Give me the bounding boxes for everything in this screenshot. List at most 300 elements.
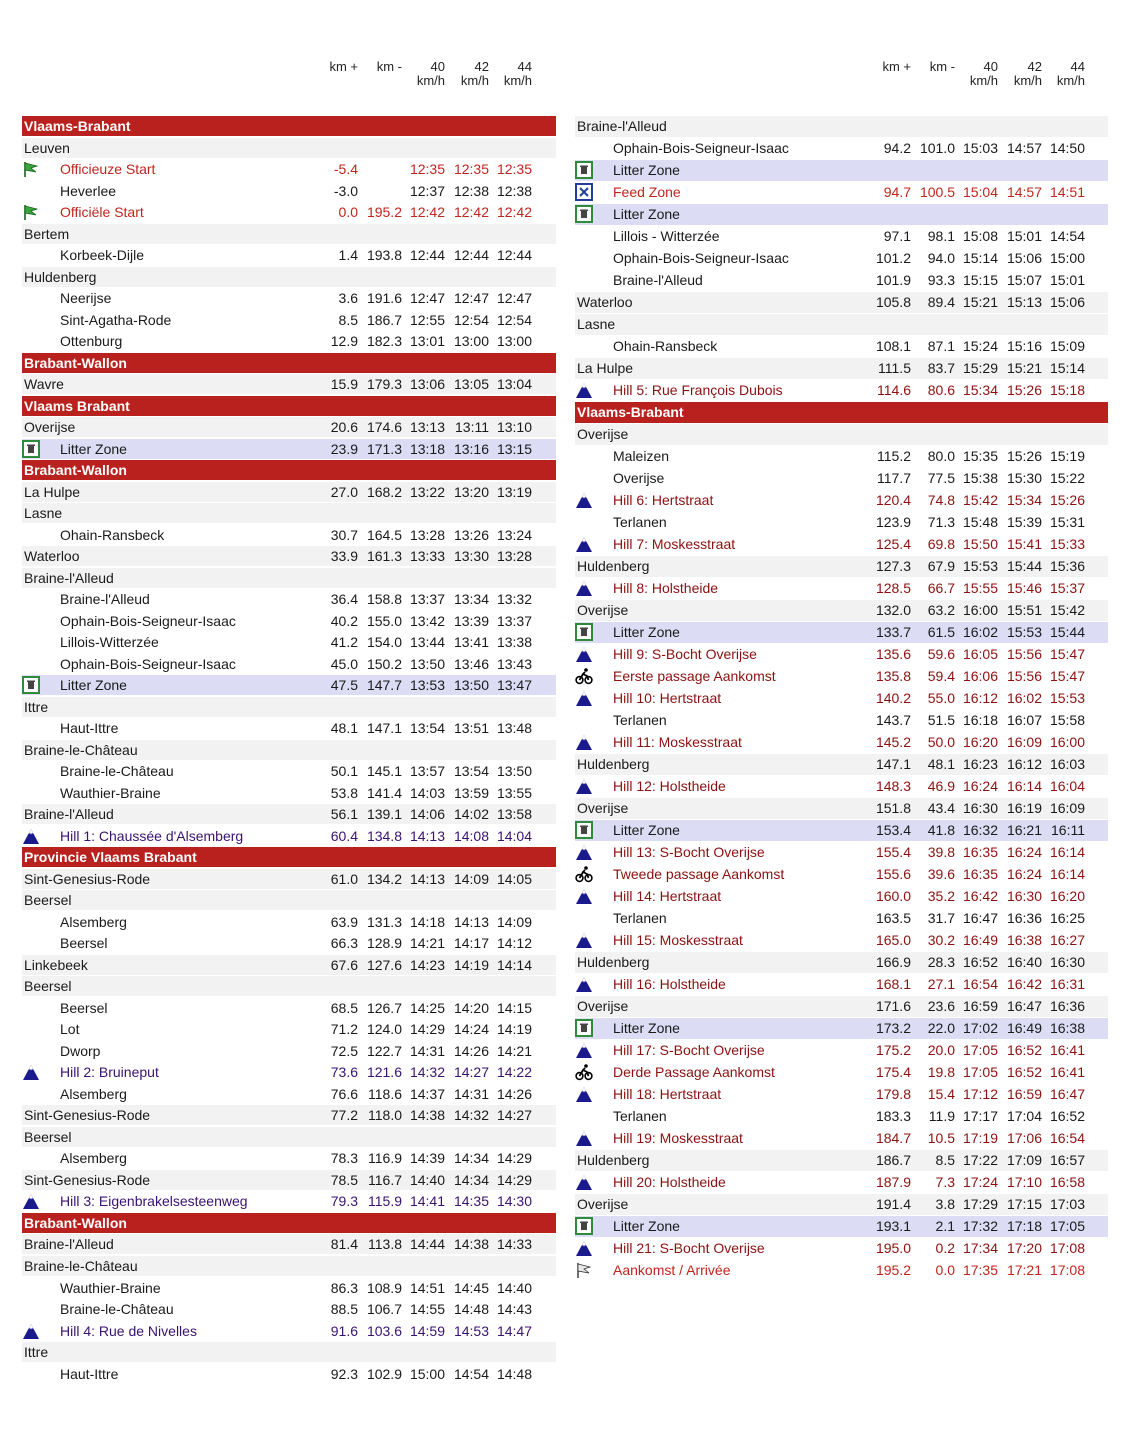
- cell-v40: 17:29: [962, 1196, 998, 1213]
- cell-v44: 17:08: [1049, 1262, 1085, 1279]
- cell-kmm: 174.6: [366, 419, 402, 436]
- cell-v44: 13:55: [496, 784, 532, 801]
- waypoint-row: [575, 380, 1108, 401]
- cell-v42: 15:46: [1006, 580, 1042, 597]
- cell-kmm: 69.8: [927, 536, 955, 553]
- cell-kmp: 187.9: [875, 1174, 911, 1191]
- cell-v44: 15:53: [1049, 690, 1085, 707]
- cell-v44: 13:15: [496, 440, 532, 457]
- place-name: Terlanen: [613, 910, 667, 927]
- header-v44: [1037, 60, 1085, 88]
- place-name: Vlaams Brabant: [24, 397, 130, 414]
- cell-v44: 16:03: [1049, 756, 1085, 773]
- waypoint-row: [22, 202, 556, 222]
- cell-v40: 13:37: [409, 591, 445, 608]
- place-name: Alsemberg: [60, 913, 127, 930]
- cell-kmm: 67.9: [927, 558, 955, 575]
- cell-v44: 15:18: [1049, 382, 1085, 399]
- header-line1: km -: [376, 59, 402, 74]
- header-line1: km +: [329, 59, 358, 74]
- cell-v44: 17:08: [1049, 1240, 1085, 1257]
- header-line1: 44: [517, 59, 532, 74]
- cell-kmm: 89.4: [927, 294, 955, 311]
- cell-v42: 15:16: [1006, 338, 1042, 355]
- cell-kmm: 61.5: [927, 624, 955, 641]
- cell-v44: 12:38: [496, 182, 532, 199]
- cell-v44: 14:27: [496, 1107, 532, 1124]
- cell-kmm: 103.6: [366, 1322, 402, 1339]
- cell-kmm: 87.1: [927, 338, 955, 355]
- cell-v40: 17:12: [962, 1086, 998, 1103]
- waypoint-row: [575, 886, 1108, 907]
- cell-v42: 16:47: [1006, 998, 1042, 1015]
- cell-kmm: 23.6: [927, 998, 955, 1015]
- cell-v40: 16:00: [962, 602, 998, 619]
- cell-kmm: 39.8: [927, 844, 955, 861]
- place-name: Beersel: [60, 999, 108, 1016]
- cell-v42: 17:20: [1006, 1240, 1042, 1257]
- cell-kmm: 83.7: [927, 360, 955, 377]
- litter-zone-row: [575, 204, 1108, 225]
- header-line1: 42: [1027, 59, 1042, 74]
- cell-v42: 15:01: [1006, 228, 1042, 245]
- cell-v44: 15:09: [1049, 338, 1085, 355]
- hill-icon: [575, 843, 593, 861]
- litter-bin-icon: [575, 205, 593, 223]
- region-header: [575, 402, 1108, 423]
- waypoint-row: [575, 1172, 1108, 1193]
- place-name: Hill 8: Holstheide: [613, 580, 719, 597]
- place-name: Maleizen: [613, 448, 670, 465]
- cell-kmm: 150.2: [366, 655, 402, 672]
- place-name: Leuven: [24, 139, 70, 156]
- cell-v42: 13:59: [453, 784, 489, 801]
- cell-kmp: 173.2: [875, 1020, 911, 1037]
- region-header: [22, 847, 556, 867]
- cell-kmp: 67.6: [330, 956, 358, 973]
- cell-v42: 14:34: [453, 1150, 489, 1167]
- cell-kmm: 186.7: [366, 311, 402, 328]
- cell-v44: 16:41: [1049, 1042, 1085, 1059]
- cell-kmm: 191.6: [366, 290, 402, 307]
- cell-kmm: 161.3: [366, 548, 402, 565]
- cell-kmp: 160.0: [875, 888, 911, 905]
- cell-v44: 14:29: [496, 1171, 532, 1188]
- cell-v42: 12:54: [453, 311, 489, 328]
- cell-v42: 16:12: [1006, 756, 1042, 773]
- place-name: Hill 13: S-Bocht Overijse: [613, 844, 765, 861]
- cell-v40: 16:20: [962, 734, 998, 751]
- place-name: Hill 18: Hertstraat: [613, 1086, 722, 1103]
- waypoint-row: [575, 732, 1108, 753]
- cell-v40: 13:06: [409, 376, 445, 393]
- waypoint-row: [575, 1084, 1108, 1105]
- cell-kmm: 94.0: [927, 250, 955, 267]
- cell-kmm: 195.2: [366, 204, 402, 220]
- cell-kmp: 97.1: [883, 228, 911, 245]
- flag-finish-icon: [575, 1261, 593, 1279]
- cell-kmp: 12.9: [330, 333, 358, 350]
- cell-v44: 13:47: [496, 677, 532, 694]
- cell-v44: 13:32: [496, 591, 532, 608]
- cell-kmp: 135.8: [875, 668, 911, 685]
- cell-v42: 16:59: [1006, 1086, 1042, 1103]
- waypoint-row: [22, 783, 556, 803]
- hill-icon: [575, 931, 593, 949]
- cell-v44: 15:26: [1049, 492, 1085, 509]
- cell-v42: 14:34: [453, 1171, 489, 1188]
- place-name: Braine-l'Alleud: [577, 118, 667, 135]
- waypoint-row: [22, 998, 556, 1018]
- place-name: Litter Zone: [60, 440, 127, 457]
- waypoint-row: [22, 1062, 556, 1082]
- place-name: Litter Zone: [613, 822, 680, 839]
- cell-kmp: 40.2: [330, 612, 358, 629]
- place-name: Braine-le-Château: [60, 1301, 174, 1317]
- cell-v44: 15:36: [1049, 558, 1085, 575]
- cell-v44: 13:50: [496, 763, 532, 780]
- cell-kmp: 175.4: [875, 1064, 911, 1081]
- cell-v42: 12:42: [453, 204, 489, 220]
- cell-kmp: 175.2: [875, 1042, 911, 1059]
- cell-v42: 14:48: [453, 1301, 489, 1317]
- cell-v44: 15:00: [1049, 250, 1085, 267]
- place-name: Litter Zone: [613, 1020, 680, 1037]
- municipality-row: [22, 546, 556, 566]
- cell-v40: 17:22: [962, 1152, 998, 1169]
- place-name: Braine-l'Alleud: [60, 591, 150, 608]
- cell-v40: 16:23: [962, 756, 998, 773]
- cell-v40: 14:38: [409, 1107, 445, 1124]
- cell-v42: 14:24: [453, 1021, 489, 1038]
- cell-v42: 14:13: [453, 913, 489, 930]
- cell-v40: 12:35: [409, 161, 445, 177]
- cell-v42: 16:07: [1006, 712, 1042, 729]
- cell-kmm: 35.2: [927, 888, 955, 905]
- place-name: Feed Zone: [613, 184, 681, 201]
- cell-kmp: 33.9: [330, 548, 358, 565]
- cell-kmm: 3.8: [935, 1196, 955, 1213]
- cell-v44: 14:47: [496, 1322, 532, 1339]
- municipality-row: [575, 424, 1108, 445]
- litter-bin-icon: [575, 1217, 593, 1235]
- cell-v44: 14:40: [496, 1279, 532, 1296]
- cell-kmm: 171.3: [366, 440, 402, 457]
- waypoint-row: [22, 1084, 556, 1104]
- cell-v42: 16:40: [1006, 954, 1042, 971]
- cell-v40: 13:54: [409, 720, 445, 737]
- cell-v44: 17:05: [1049, 1218, 1085, 1235]
- cell-v40: 17:05: [962, 1042, 998, 1059]
- place-name: Aankomst / Arrivée: [613, 1262, 731, 1279]
- cell-kmp: 94.7: [883, 184, 911, 201]
- cell-kmm: 59.4: [927, 668, 955, 685]
- waypoint-row: [575, 512, 1108, 533]
- cell-kmp: 179.8: [875, 1086, 911, 1103]
- cell-v40: 13:57: [409, 763, 445, 780]
- place-name: Beersel: [24, 978, 72, 995]
- litter-zone-row: [22, 439, 556, 459]
- cell-kmp: 91.6: [330, 1322, 358, 1339]
- place-name: Braine-l'Alleud: [24, 1236, 114, 1253]
- waypoint-row: [575, 490, 1108, 511]
- place-name: Vlaams-Brabant: [577, 404, 684, 421]
- cell-kmp: 68.5: [330, 999, 358, 1016]
- cell-kmm: 15.4: [927, 1086, 955, 1103]
- cell-v42: 15:56: [1006, 668, 1042, 685]
- place-name: Ophain-Bois-Seigneur-Isaac: [613, 250, 789, 267]
- cell-v44: 16:27: [1049, 932, 1085, 949]
- cell-kmp: 147.1: [875, 756, 911, 773]
- header-v40: [397, 60, 445, 88]
- waypoint-row: [575, 776, 1108, 797]
- hill-icon: [575, 733, 593, 751]
- hill-icon: [575, 689, 593, 707]
- municipality-row: [22, 482, 556, 502]
- cell-v42: 15:51: [1006, 602, 1042, 619]
- cyclist-icon: [575, 667, 593, 685]
- cell-v42: 17:21: [1006, 1262, 1042, 1279]
- cell-v42: 14:53: [453, 1322, 489, 1339]
- municipality-row: [575, 116, 1108, 137]
- cell-kmm: 93.3: [927, 272, 955, 289]
- waypoint-row: [575, 1128, 1108, 1149]
- cell-v40: 15:24: [962, 338, 998, 355]
- place-name: Lasne: [24, 505, 63, 522]
- cell-kmm: 43.4: [927, 800, 955, 817]
- place-name: Beersel: [24, 892, 72, 909]
- header-line2: km/h: [969, 73, 998, 88]
- place-name: Overijse: [24, 419, 76, 436]
- hill-icon: [22, 1063, 40, 1081]
- municipality-row: [575, 292, 1108, 313]
- cell-kmm: 102.9: [366, 1365, 402, 1382]
- region-header: [22, 1213, 556, 1233]
- cell-kmp: 92.3: [330, 1365, 358, 1382]
- header-v42: [441, 60, 489, 88]
- cell-kmm: 80.0: [927, 448, 955, 465]
- cell-kmp: 30.7: [330, 526, 358, 543]
- cell-v42: 14:32: [453, 1107, 489, 1124]
- hill-icon: [22, 827, 40, 845]
- cell-kmp: 132.0: [875, 602, 911, 619]
- cell-v40: 17:34: [962, 1240, 998, 1257]
- cell-kmp: 101.9: [875, 272, 911, 289]
- waypoint-row: [575, 138, 1108, 159]
- cell-kmp: 155.6: [875, 866, 911, 883]
- cell-kmm: 98.1: [927, 228, 955, 245]
- waypoint-row: [575, 1106, 1108, 1127]
- cell-kmm: 128.9: [366, 935, 402, 952]
- place-name: Hill 3: Eigenbrakelsesteenweg: [60, 1193, 248, 1210]
- cell-kmp: 72.5: [330, 1042, 358, 1059]
- cell-v40: 15:35: [962, 448, 998, 465]
- cell-v44: 13:48: [496, 720, 532, 737]
- cell-v40: 14:03: [409, 784, 445, 801]
- place-name: Sint-Genesius-Rode: [24, 1107, 151, 1124]
- cell-v44: 15:44: [1049, 624, 1085, 641]
- cell-v42: 12:38: [453, 182, 489, 199]
- cell-v42: 13:51: [453, 720, 489, 737]
- waypoint-row: [22, 310, 556, 330]
- cell-v44: 13:43: [496, 655, 532, 672]
- cell-v44: 16:36: [1049, 998, 1085, 1015]
- municipality-row: [22, 417, 556, 437]
- cell-v44: 14:19: [496, 1021, 532, 1038]
- cell-v42: 16:52: [1006, 1064, 1042, 1081]
- municipality-row: [575, 1150, 1108, 1171]
- cell-v44: 15:06: [1049, 294, 1085, 311]
- cell-kmp: 8.5: [338, 311, 358, 328]
- cell-kmm: 22.0: [927, 1020, 955, 1037]
- cell-v44: 12:47: [496, 290, 532, 307]
- place-name: Overijse: [577, 602, 629, 619]
- place-name: Hill 11: Moskesstraat: [613, 734, 742, 751]
- cell-v44: 16:38: [1049, 1020, 1085, 1037]
- cell-kmm: 50.0: [927, 734, 955, 751]
- place-name: Wauthier-Braine: [60, 784, 161, 801]
- place-name: Officiële Start: [60, 204, 144, 220]
- cell-kmm: 126.7: [366, 999, 402, 1016]
- cell-kmm: 59.6: [927, 646, 955, 663]
- municipality-row: [22, 1234, 556, 1254]
- waypoint-row: [22, 1364, 556, 1384]
- municipality-row: [575, 358, 1108, 379]
- cell-kmm: 63.2: [927, 602, 955, 619]
- cell-v42: 16:19: [1006, 800, 1042, 817]
- cell-v40: 14:23: [409, 956, 445, 973]
- cell-v42: 17:10: [1006, 1174, 1042, 1191]
- cell-kmp: 50.1: [330, 763, 358, 780]
- cell-v44: 16:57: [1049, 1152, 1085, 1169]
- header-line1: km -: [929, 59, 955, 74]
- cell-v44: 16:25: [1049, 910, 1085, 927]
- place-name: Litter Zone: [613, 162, 680, 179]
- cell-v40: 14:21: [409, 935, 445, 952]
- cell-v44: 15:37: [1049, 580, 1085, 597]
- place-name: Braine-le-Château: [24, 741, 138, 758]
- cell-v40: 17:32: [962, 1218, 998, 1235]
- cell-v42: 13:34: [453, 591, 489, 608]
- cell-v44: 16:00: [1049, 734, 1085, 751]
- cell-v44: 14:05: [496, 870, 532, 887]
- cell-kmp: 166.9: [875, 954, 911, 971]
- cell-v44: 13:04: [496, 376, 532, 393]
- place-name: Haut-Ittre: [60, 720, 119, 737]
- cell-v40: 14:06: [409, 806, 445, 823]
- cell-kmm: 118.6: [368, 1085, 402, 1102]
- header-kmm: [354, 60, 402, 74]
- header-line1: 42: [474, 59, 489, 74]
- litter-bin-icon: [22, 676, 40, 694]
- header-v40: [950, 60, 998, 88]
- cell-v40: 15:55: [962, 580, 998, 597]
- cell-kmp: 78.5: [330, 1171, 358, 1188]
- cell-kmm: 30.2: [927, 932, 955, 949]
- cell-kmm: 41.8: [927, 822, 955, 839]
- litter-zone-row: [575, 820, 1108, 841]
- cell-v40: 16:02: [962, 624, 998, 641]
- cell-v42: 16:42: [1006, 976, 1042, 993]
- cell-v40: 17:24: [962, 1174, 998, 1191]
- header-line1: 40: [983, 59, 998, 74]
- cell-kmp: -5.4: [333, 161, 358, 177]
- cell-v40: 17:05: [962, 1064, 998, 1081]
- waypoint-row: [575, 270, 1108, 291]
- cell-v42: 15:26: [1006, 382, 1042, 399]
- place-name: Bertem: [24, 225, 70, 242]
- place-name: Alsemberg: [60, 1150, 127, 1167]
- place-name: Vlaams-Brabant: [24, 118, 131, 134]
- cell-kmp: 195.2: [875, 1262, 911, 1279]
- cell-kmm: 147.1: [366, 720, 402, 737]
- waypoint-row: [575, 182, 1108, 203]
- cell-v44: 16:20: [1049, 888, 1085, 905]
- cell-v40: 14:59: [409, 1322, 445, 1339]
- cell-kmm: 46.9: [927, 778, 955, 795]
- cell-kmp: 66.3: [330, 935, 358, 952]
- cell-kmm: 77.5: [927, 470, 955, 487]
- region-header: [22, 396, 556, 416]
- cell-kmm: 164.5: [366, 526, 402, 543]
- cell-kmm: 10.5: [927, 1130, 955, 1147]
- cell-v42: 13:54: [453, 763, 489, 780]
- municipality-row: [575, 952, 1108, 973]
- cell-kmp: 88.5: [330, 1301, 358, 1317]
- waypoint-row: [575, 710, 1108, 731]
- cell-kmm: 0.0: [935, 1262, 955, 1279]
- cell-kmp: 79.3: [330, 1193, 358, 1210]
- cell-kmp: 133.7: [875, 624, 911, 641]
- cell-v42: 13:16: [453, 440, 489, 457]
- cell-kmp: 140.2: [875, 690, 911, 707]
- cell-kmp: 193.1: [875, 1218, 911, 1235]
- cell-v42: 17:04: [1006, 1108, 1042, 1125]
- place-name: Ophain-Bois-Seigneur-Isaac: [613, 140, 789, 157]
- cell-v44: 14:09: [496, 913, 532, 930]
- place-name: Huldenberg: [577, 1152, 650, 1169]
- waypoint-row: [575, 644, 1108, 665]
- cell-v40: 16:06: [962, 668, 998, 685]
- cell-v40: 15:50: [962, 536, 998, 553]
- cell-kmp: 56.1: [330, 806, 358, 823]
- cell-kmp: 153.4: [875, 822, 911, 839]
- cell-v44: 12:44: [496, 247, 532, 264]
- cell-v42: 13:41: [453, 634, 489, 651]
- place-name: Huldenberg: [577, 756, 650, 773]
- cell-kmp: 71.2: [330, 1021, 358, 1038]
- litter-bin-icon: [575, 623, 593, 641]
- cell-kmp: 120.4: [875, 492, 911, 509]
- cell-v42: 17:09: [1006, 1152, 1042, 1169]
- cell-v44: 14:26: [496, 1085, 532, 1102]
- place-name: Hill 2: Bruineput: [60, 1064, 159, 1081]
- cell-v42: 14:38: [453, 1236, 489, 1253]
- cell-v42: 15:41: [1006, 536, 1042, 553]
- place-name: Lillois - Witterzée: [613, 228, 720, 245]
- cell-v44: 14:30: [496, 1193, 532, 1210]
- cell-v44: 14:22: [496, 1064, 532, 1081]
- header-line2: km/h: [416, 73, 445, 88]
- cell-v40: 12:37: [409, 182, 445, 199]
- cell-v40: 16:59: [962, 998, 998, 1015]
- waypoint-row: [22, 1148, 556, 1168]
- cell-kmm: 134.8: [366, 827, 402, 844]
- cell-v44: 14:21: [496, 1042, 532, 1059]
- cell-kmp: 27.0: [330, 483, 358, 500]
- cell-kmm: 55.0: [927, 690, 955, 707]
- cell-v44: 16:52: [1049, 1108, 1085, 1125]
